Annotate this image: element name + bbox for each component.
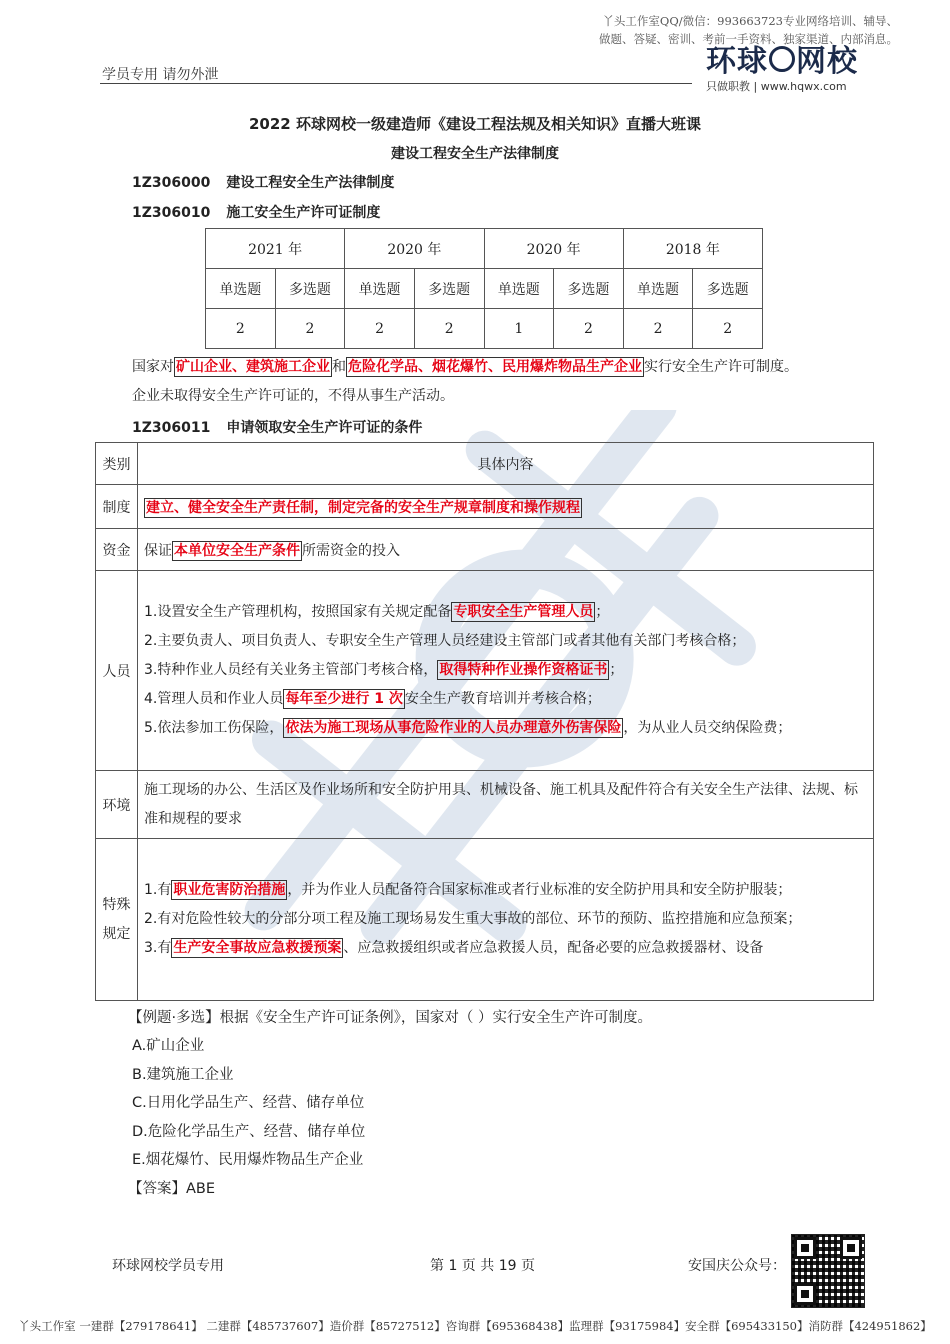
section-title: 申请领取安全生产许可证的条件 (226, 420, 423, 436)
category-cell: 制度 (96, 485, 138, 529)
option-d: D.危险化学品生产、经营、储存单位 (132, 1124, 366, 1140)
year-cell: 2021 年 (206, 229, 345, 269)
logo-wordmark (706, 44, 881, 80)
table-row (206, 269, 763, 309)
text-span: 实行安全生产许可制度。 (644, 359, 798, 375)
category-cell (96, 839, 138, 1001)
list-item (144, 934, 867, 963)
text-span: 、应急救援组织或者应急救援人员，配备必要的应急救援器材、设备 (343, 940, 764, 956)
question-type-cell: 多选题 (275, 269, 345, 309)
header-divider (100, 83, 692, 84)
question-type-cell: 多选题 (693, 269, 763, 309)
footer-left-label: 环球网校学员专用 (112, 1258, 224, 1274)
document-title: 2022 环球网校一级建造师《建设工程法规及相关知识》直播大班课 (249, 115, 701, 133)
year-cell: 2020 年 (345, 229, 484, 269)
highlight-keyword: 依法为施工现场从事危险作业的人员办理意外伤害保险 (285, 720, 622, 736)
section-code: 1Z306010 (132, 205, 211, 221)
section-title: 建设工程安全生产法律制度 (226, 175, 395, 191)
text-span: 3.特种作业人员经有关业务主管部门考核合格， (144, 662, 438, 678)
brand-logo (706, 44, 881, 94)
category-line: 规定 (102, 925, 131, 942)
text-span: 1.有 (144, 882, 172, 898)
count-cell: 2 (623, 309, 693, 349)
question-type-cell: 单选题 (484, 269, 554, 309)
text-span: 1.设置安全生产管理机构，按照国家有关规定配备 (144, 604, 452, 620)
category-cell: 资金 (96, 529, 138, 571)
section-heading-1z306010 (132, 202, 380, 222)
content-cell (138, 529, 874, 571)
column-header-content: 具体内容 (138, 443, 874, 485)
logo-globe-icon (769, 46, 795, 72)
text-span: ； (609, 662, 624, 678)
highlight-keyword: 专职安全生产管理人员 (453, 604, 594, 620)
question-type-cell: 单选题 (345, 269, 415, 309)
count-cell: 2 (693, 309, 763, 349)
text-span: 4.管理人员和作业人员 (144, 691, 284, 707)
example-answer: 【答案】ABE (128, 1181, 216, 1197)
table-row (206, 309, 763, 349)
table-row (96, 571, 874, 771)
qr-code-icon (791, 1234, 865, 1308)
logo-tagline: 只做职教 | www.hqwx.com (706, 80, 847, 93)
list-item (144, 714, 867, 743)
list-item: 2.有对危险性较大的分部分项工程及施工现场易发生重大事故的部位、环节的预防、监控措施和应急预案； (144, 911, 802, 927)
question-type-cell: 单选题 (623, 269, 693, 309)
list-item (144, 656, 867, 685)
text-span: 5.依法参加工伤保险， (144, 720, 284, 736)
text-span: 安全生产教育培训并考核合格； (404, 691, 601, 707)
category-cell: 人员 (96, 571, 138, 771)
footer-account-label: 安国庆公众号： (688, 1258, 786, 1274)
intro-paragraph-2: 企业未取得安全生产许可证的，不得从事生产活动。 (132, 388, 454, 404)
text-span: 3.有 (144, 940, 172, 956)
table-row (96, 839, 874, 1001)
question-type-cell: 多选题 (414, 269, 484, 309)
content-cell: 施工现场的办公、生活区及作业场所和安全防护用具、机械设备、施工机具及配件符合有关安全生产法律、法规、标准和规程的要求 (138, 771, 874, 839)
count-cell: 2 (275, 309, 345, 349)
logo-text-left: 环球 (706, 44, 768, 79)
section-heading-1z306000 (132, 172, 394, 192)
count-cell: 1 (484, 309, 554, 349)
table-row (96, 529, 874, 571)
text-span: ，为从业人员交纳保险费； (623, 720, 792, 736)
content-cell (138, 571, 874, 771)
text-span: 所需资金的投入 (302, 542, 400, 559)
text-span: 和 (332, 359, 346, 375)
section-code: 1Z306011 (132, 420, 211, 436)
text-span: 保证 (144, 542, 172, 559)
highlight-keyword: 建立、健全安全生产责任制，制定完备的安全生产规章制度和操作规程 (146, 499, 580, 516)
year-cell: 2020 年 (484, 229, 623, 269)
top-note-line1: 丫头工作室QQ/微信：993663723专业网络培训、辅导、 (602, 14, 898, 28)
table-header-row (96, 443, 874, 485)
top-note-line2: 做题、答疑、密训、考前一手资料、独家渠道、内部消息。 (599, 32, 898, 46)
count-cell: 2 (414, 309, 484, 349)
category-cell: 环境 (96, 771, 138, 839)
section-title: 施工安全生产许可证制度 (226, 205, 381, 221)
text-span: ，并为作业人员配备符合国家标准或者行业标准的安全防护用具和安全防护服装； (287, 882, 792, 898)
page-number: 第 1 页 共 19 页 (430, 1258, 535, 1274)
list-item: 2.主要负责人、项目负责人、专职安全生产管理人员经建设主管部门或者其他有关部门考核合格； (144, 633, 746, 649)
table-row (96, 485, 874, 529)
text-span: 国家对 (132, 359, 174, 375)
question-type-cell: 单选题 (206, 269, 276, 309)
highlight-keyword: 职业危害防治措施 (173, 882, 286, 898)
logo-text-right: 网校 (796, 44, 858, 79)
option-c: C.日用化学品生产、经营、储存单位 (132, 1095, 365, 1111)
top-contact-note (538, 12, 898, 48)
table-row (206, 229, 763, 269)
column-header-category: 类别 (96, 443, 138, 485)
intro-paragraph-1 (132, 357, 798, 377)
highlight-keyword: 生产安全事故应急救援预案 (173, 940, 342, 956)
student-only-label: 学员专用 请勿外泄 (102, 67, 219, 83)
exam-frequency-table (205, 228, 763, 349)
document-subtitle: 建设工程安全生产法律制度 (391, 146, 559, 162)
option-e: E.烟花爆竹、民用爆炸物品生产企业 (132, 1152, 364, 1168)
content-cell (138, 485, 874, 529)
text-span: ； (595, 604, 610, 620)
count-cell: 2 (206, 309, 276, 349)
table-row (96, 771, 874, 839)
option-b: B.建筑施工企业 (132, 1067, 234, 1083)
list-item (144, 685, 867, 714)
count-cell: 2 (554, 309, 624, 349)
option-a: A.矿山企业 (132, 1038, 205, 1054)
bottom-group-bar: 丫头工作室 一建群【279178641】 二建群【485737607】造价群【85727512】咨询群【695368438】监理群【93175984】安全群【695433150】消防群【424951862】 (18, 1319, 932, 1333)
category-line: 特殊 (102, 896, 131, 913)
list-item (144, 876, 867, 905)
content-cell (138, 839, 874, 1001)
highlight-keyword: 危险化学品、烟花爆竹、民用爆炸物品生产企业 (348, 359, 642, 375)
section-heading-1z306011 (132, 417, 422, 437)
example-question: 【例题·多选】根据《安全生产许可证条例》，国家对（ ）实行安全生产许可制度。 (128, 1010, 652, 1026)
count-cell: 2 (345, 309, 415, 349)
question-type-cell: 多选题 (554, 269, 624, 309)
highlight-keyword: 矿山企业、建筑施工企业 (176, 359, 330, 375)
year-cell: 2018 年 (623, 229, 762, 269)
highlight-keyword: 本单位安全生产条件 (174, 542, 300, 559)
highlight-keyword: 每年至少进行 1 次 (285, 691, 403, 707)
license-conditions-table (95, 442, 874, 1001)
section-code: 1Z306000 (132, 175, 211, 191)
highlight-keyword: 取得特种作业操作资格证书 (439, 662, 608, 678)
list-item (144, 598, 867, 627)
